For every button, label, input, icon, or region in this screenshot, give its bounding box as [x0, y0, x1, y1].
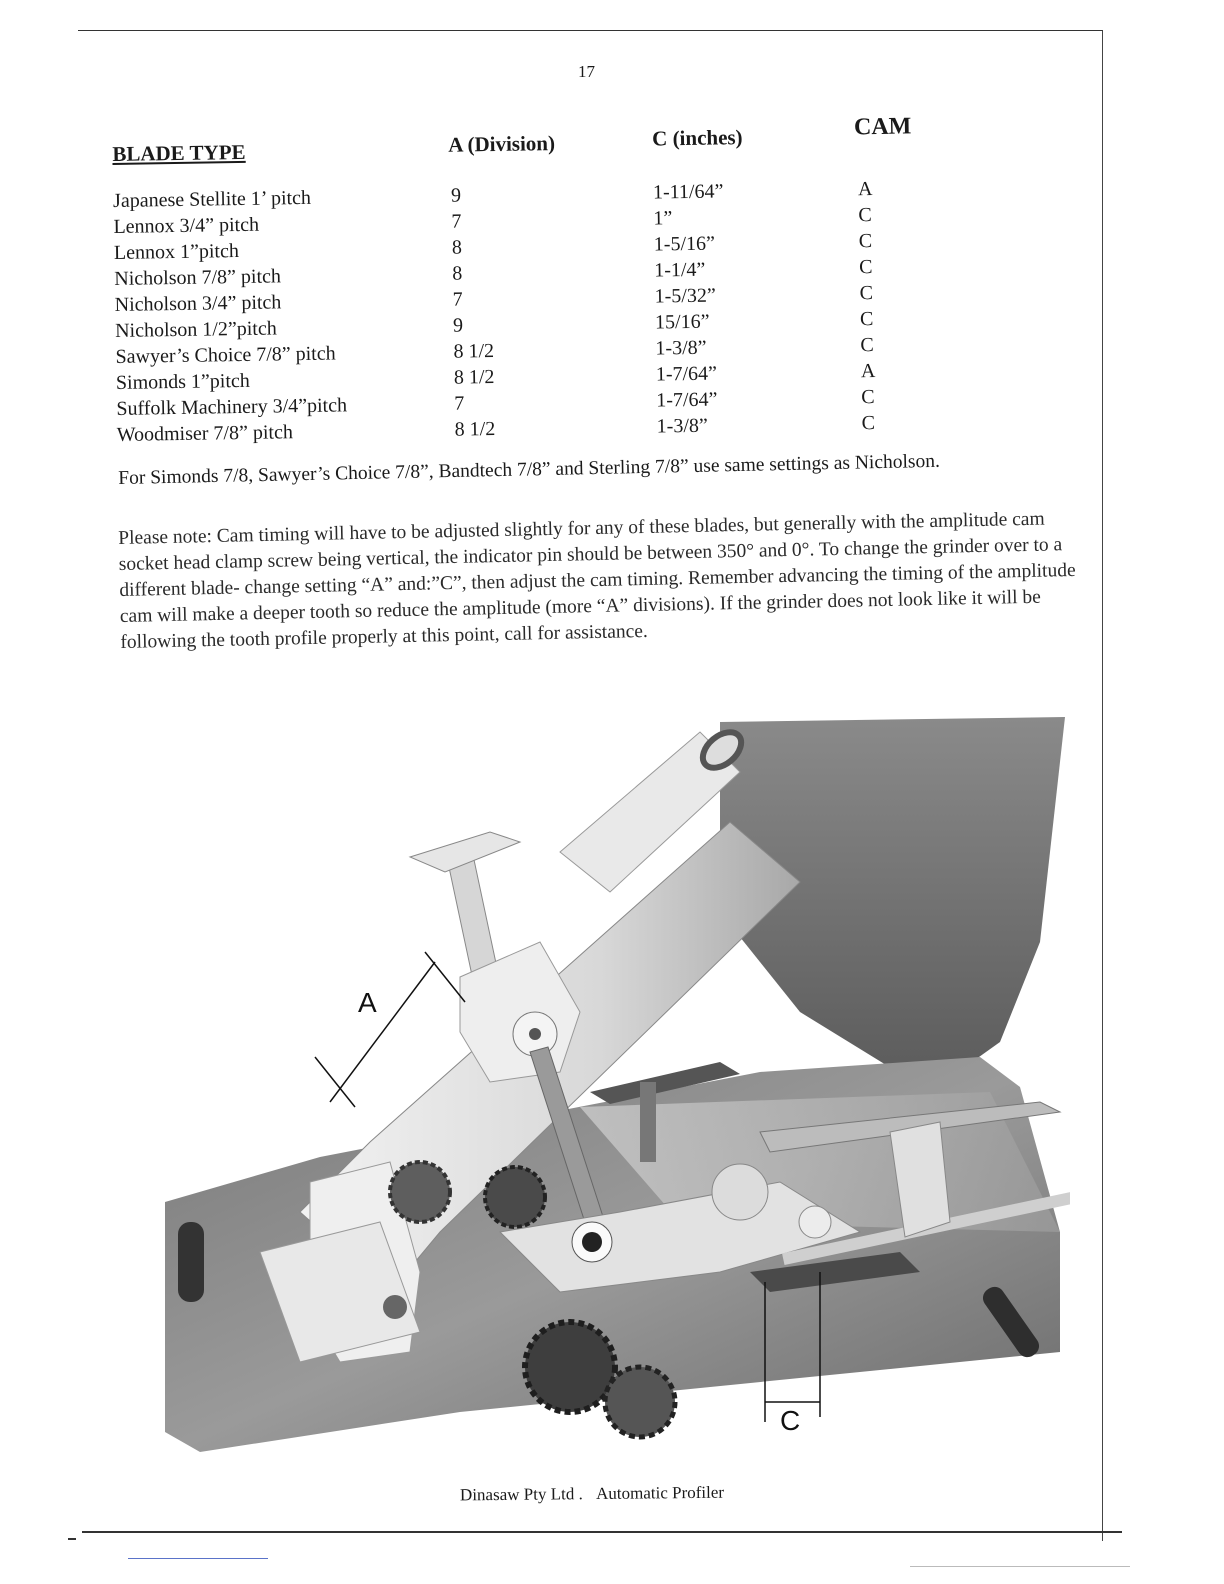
a-value: 7 [452, 288, 463, 311]
margin-mark [68, 1538, 76, 1540]
a-value: 8 1/2 [454, 418, 496, 441]
a-value: 7 [451, 210, 462, 233]
cam-value: C [858, 230, 873, 253]
cam-value: A [860, 360, 876, 383]
blade-name: Lennox 1”pitch [113, 240, 240, 264]
blade-name: Suffolk Machinery 3/4”pitch [116, 394, 348, 420]
a-value: 8 [452, 262, 463, 285]
cam-timing-note: Please note: Cam timing will have to be adjusted slightly for any of these blades, but generally with the amplitude cam socket head clamp screw being vertical, the indicator pin should be between 350° and 0°. To change the grinder over to a different blade- change setting “A” and:”C”, then adjust the cam timing. Remember advancing the timing of the amplitude cam will make a deeper tooth so reduce the amplitude (more “A” divisions). If the grinder does not look like it will be following the tooth profile properly at this point, call for assistance. [118, 508, 1076, 653]
c-value: 1-5/16” [653, 232, 716, 256]
cam-value: C [860, 334, 874, 357]
profiler-diagram [160, 712, 1070, 1452]
a-value: 9 [452, 314, 464, 337]
a-value: 9 [450, 184, 462, 207]
cam-value: C [861, 386, 875, 409]
faint-rule [910, 1566, 1130, 1567]
c-value: 1-7/64” [656, 388, 718, 412]
gear-icon [605, 1367, 675, 1437]
c-value: 1-3/8” [655, 336, 707, 360]
c-value: 1-11/64” [652, 180, 724, 204]
blade-name: Sawyer’s Choice 7/8” pitch [115, 342, 336, 368]
gear-icon [390, 1162, 450, 1222]
header-blade-type: BLADE TYPE [112, 139, 246, 166]
header-c-inches: C (inches) [651, 125, 743, 151]
label-a: A [358, 987, 377, 1018]
c-value: 1” [653, 207, 673, 230]
blade-name: Nicholson 3/4” pitch [114, 291, 282, 316]
page-number: 17 [578, 62, 595, 81]
cam-value: C [859, 282, 874, 305]
header-a-division: A (Division) [448, 131, 556, 157]
blue-underline-mark [128, 1558, 268, 1559]
c-value: 15/16” [654, 310, 710, 334]
blade-name: Lennox 3/4” pitch [113, 213, 260, 238]
cam-roller [712, 1164, 768, 1220]
blade-name: Nicholson 1/2”pitch [114, 317, 277, 342]
a-value: 8 [451, 236, 463, 259]
c-value: 1-5/32” [654, 284, 716, 308]
footer [460, 1483, 734, 1506]
a-value: 8 1/2 [453, 340, 495, 363]
cam-value: A [857, 178, 873, 201]
header-cam: CAM [853, 113, 912, 141]
same-settings-note: For Simonds 7/8, Sawyer’s Choice 7/8”, Bandtech 7/8” and Sterling 7/8” use same settings as Nicholson. [118, 450, 941, 489]
gear-icon [485, 1167, 545, 1227]
cam-value: C [858, 204, 872, 227]
c-value: 1-7/64” [655, 362, 718, 386]
blade-name: Japanese Stellite 1’ pitch [112, 186, 312, 212]
left-handle [178, 1222, 204, 1302]
blade-name: Woodmiser 7/8” pitch [116, 421, 294, 446]
footer-product: Automatic Profiler [595, 1482, 725, 1504]
cam-value: C [859, 308, 874, 331]
blade-name: Nicholson 7/8” pitch [114, 265, 282, 290]
cam-value: C [861, 412, 876, 435]
c-value: 1-3/8” [656, 414, 708, 438]
a-value: 7 [454, 392, 465, 415]
cam-roller [799, 1206, 831, 1238]
bottom-rule [82, 1531, 1122, 1533]
label-c: C [780, 1405, 801, 1436]
cam-value: C [859, 256, 873, 279]
c-value: 1-1/4” [654, 258, 706, 282]
footer-company: Dinasaw Pty Ltd . [459, 1484, 583, 1505]
a-value: 8 1/2 [453, 366, 495, 389]
gear-icon [525, 1322, 615, 1412]
blade-name: Simonds 1”pitch [115, 369, 250, 394]
